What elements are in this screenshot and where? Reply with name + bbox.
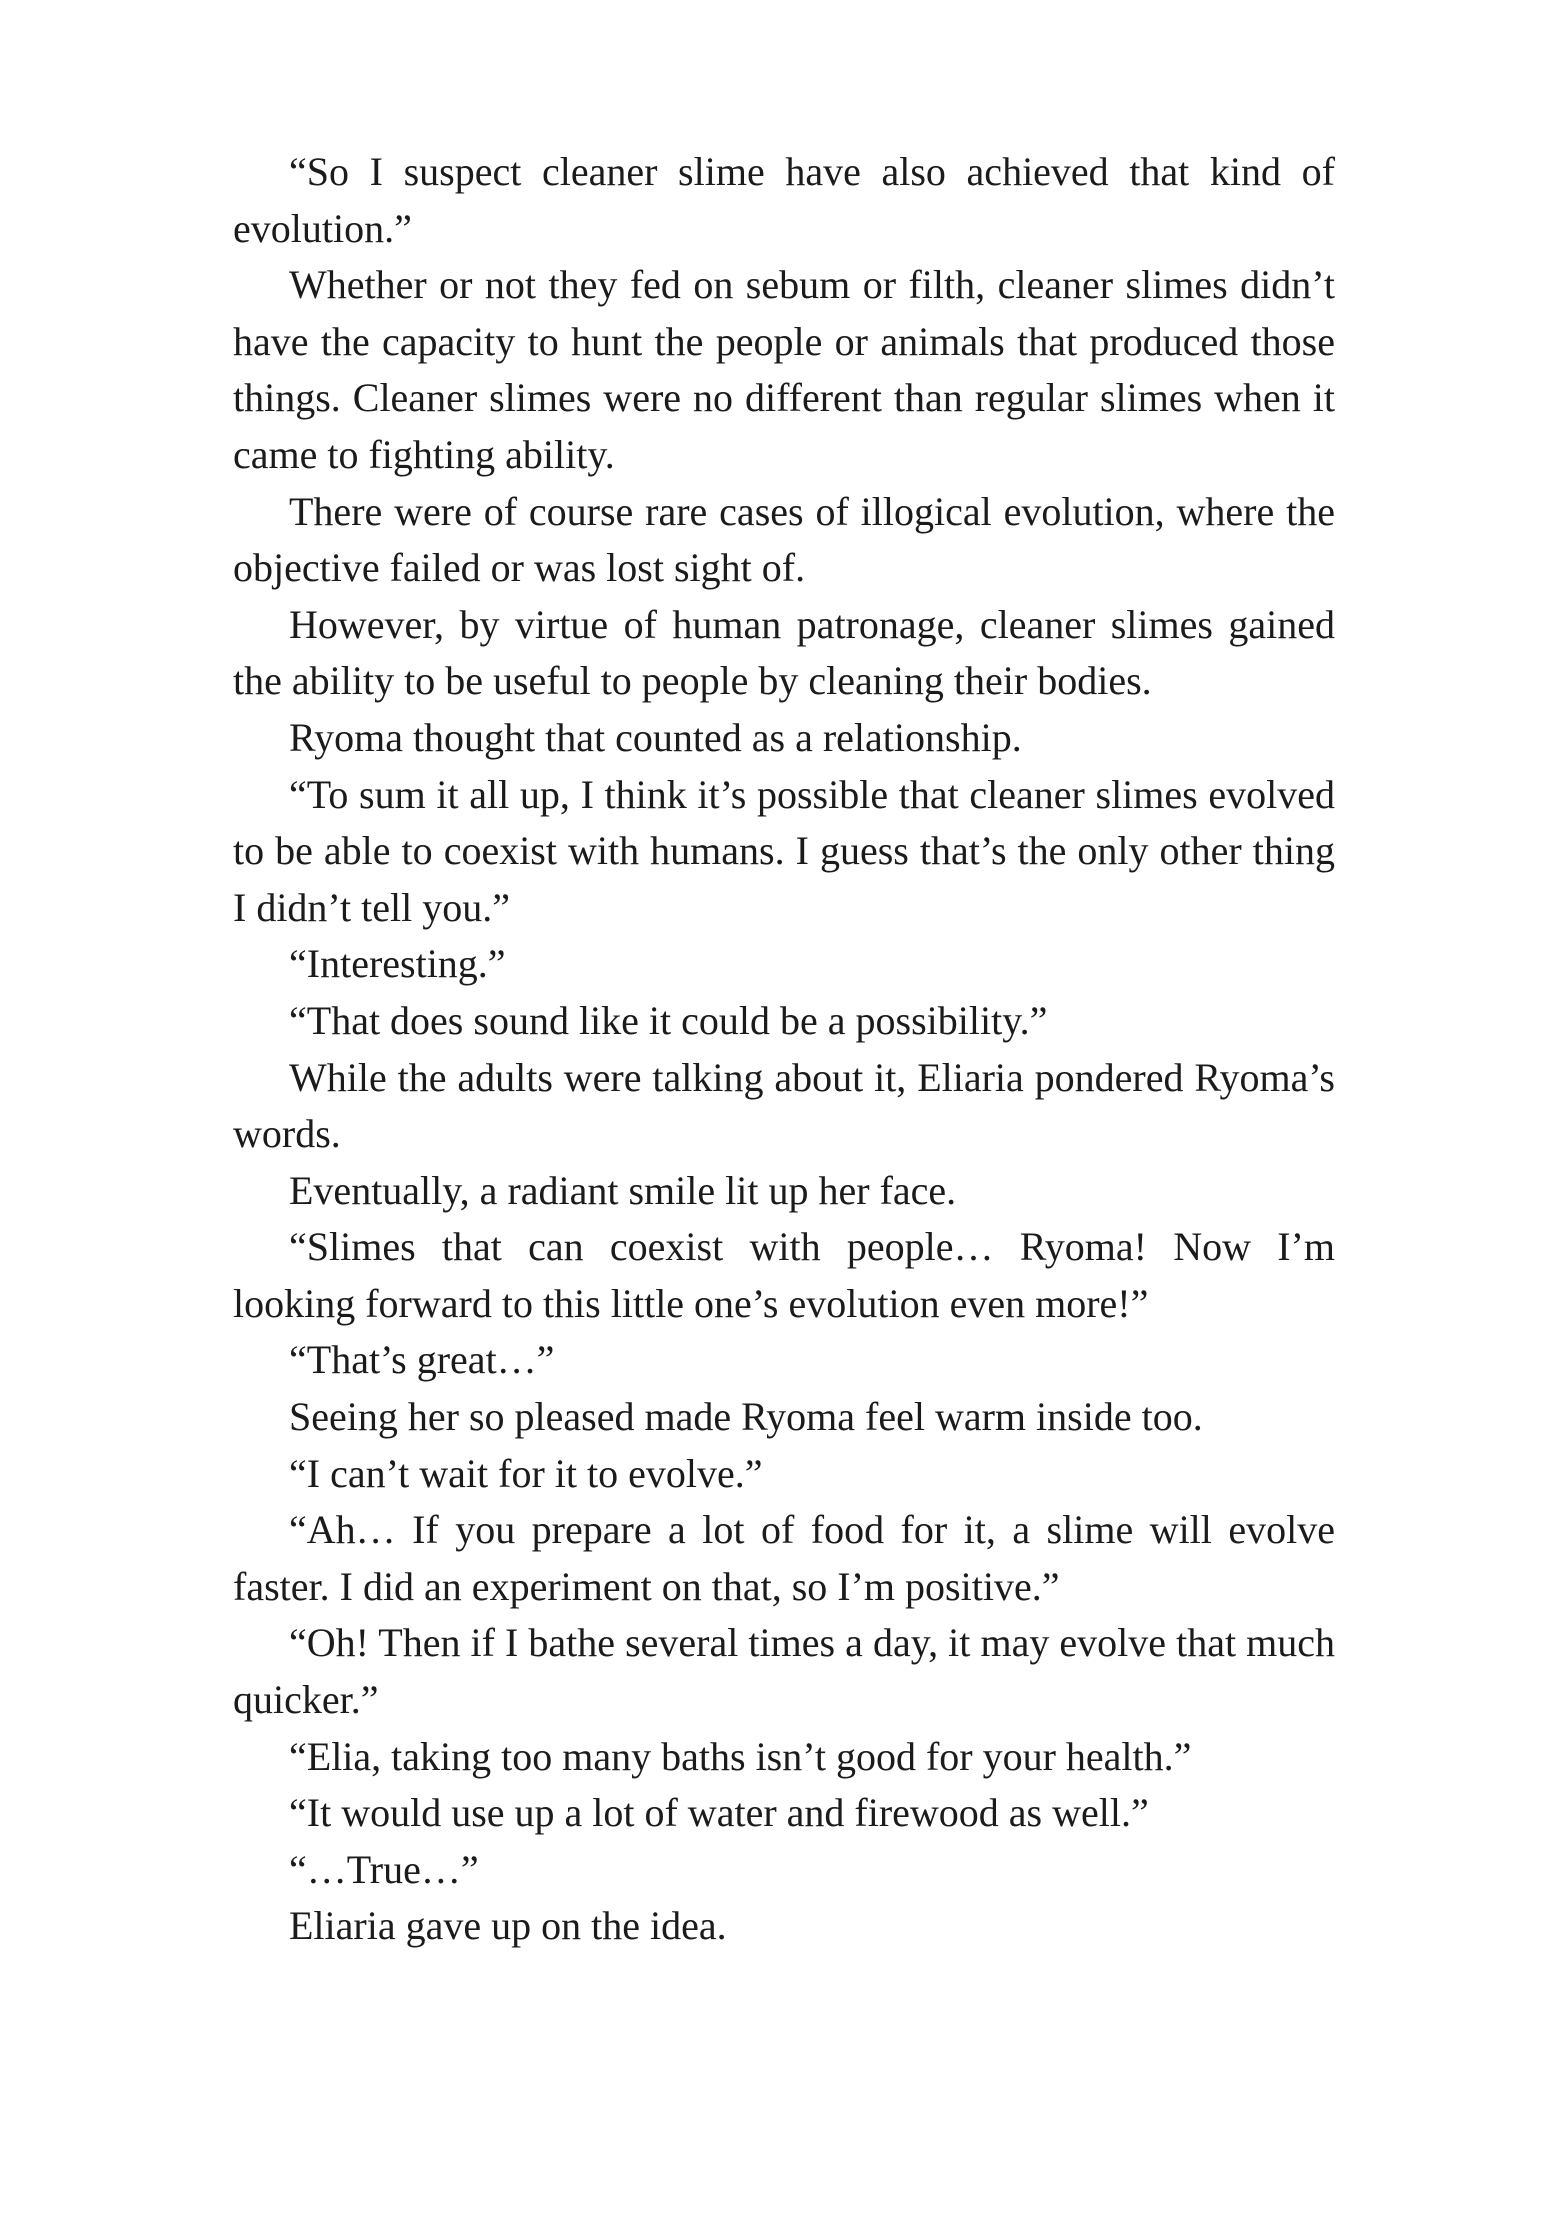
paragraph: “That does sound like it could be a possibility.” bbox=[289, 997, 1048, 1043]
paragraph: “Elia, taking too many baths isn’t good for your health.” bbox=[289, 1733, 1192, 1779]
paragraph: Eliaria gave up on the idea. bbox=[289, 1903, 727, 1949]
paragraph: Seeing her so pleased made Ryoma feel warm inside too. bbox=[289, 1394, 1203, 1440]
paragraph: However, by virtue of human patronage, cleaner slimes gained the ability to be useful to people by cleaning their bodies. bbox=[233, 601, 1335, 704]
text-column bbox=[233, 144, 1335, 1955]
paragraph: “That’s great…” bbox=[289, 1337, 555, 1383]
paragraph: Whether or not they fed on sebum or filth, cleaner slimes didn’t have the capacity to hunt the people or animals that produced those things. Cleaner slimes were no different than regular slimes when it came to fighting ability. bbox=[233, 262, 1335, 477]
paragraph: While the adults were talking about it, Eliaria pondered Ryoma’s words. bbox=[233, 1054, 1335, 1157]
paragraph: “Oh! Then if I bathe several times a day, it may evolve that much quicker.” bbox=[233, 1620, 1335, 1723]
paragraph: “So I suspect cleaner slime have also achieved that kind of evolution.” bbox=[233, 149, 1335, 251]
paragraph: “Ah… If you prepare a lot of food for it, a slime will evolve faster. I did an experiment on that, so I’m positive.” bbox=[233, 1507, 1335, 1609]
paragraph: “To sum it all up, I think it’s possible that cleaner slimes evolved to be able to coexist with humans. I guess that’s the only other thing I didn’t tell you.” bbox=[233, 771, 1335, 930]
paragraph: “I can’t wait for it to evolve.” bbox=[289, 1450, 763, 1496]
paragraph: Eventually, a radiant smile lit up her face. bbox=[289, 1167, 957, 1213]
paragraph: “Slimes that can coexist with people… Ryoma! Now I’m looking forward to this little one’s evolution even more!” bbox=[233, 1224, 1335, 1326]
paragraph: “It would use up a lot of water and firewood as well.” bbox=[289, 1790, 1149, 1836]
paragraph: “Interesting.” bbox=[289, 941, 506, 987]
paragraph: Ryoma thought that counted as a relationship. bbox=[289, 714, 1022, 760]
paragraph: There were of course rare cases of illogical evolution, where the objective failed or was lost sight of. bbox=[233, 488, 1335, 591]
paragraph: “…True…” bbox=[289, 1846, 479, 1892]
